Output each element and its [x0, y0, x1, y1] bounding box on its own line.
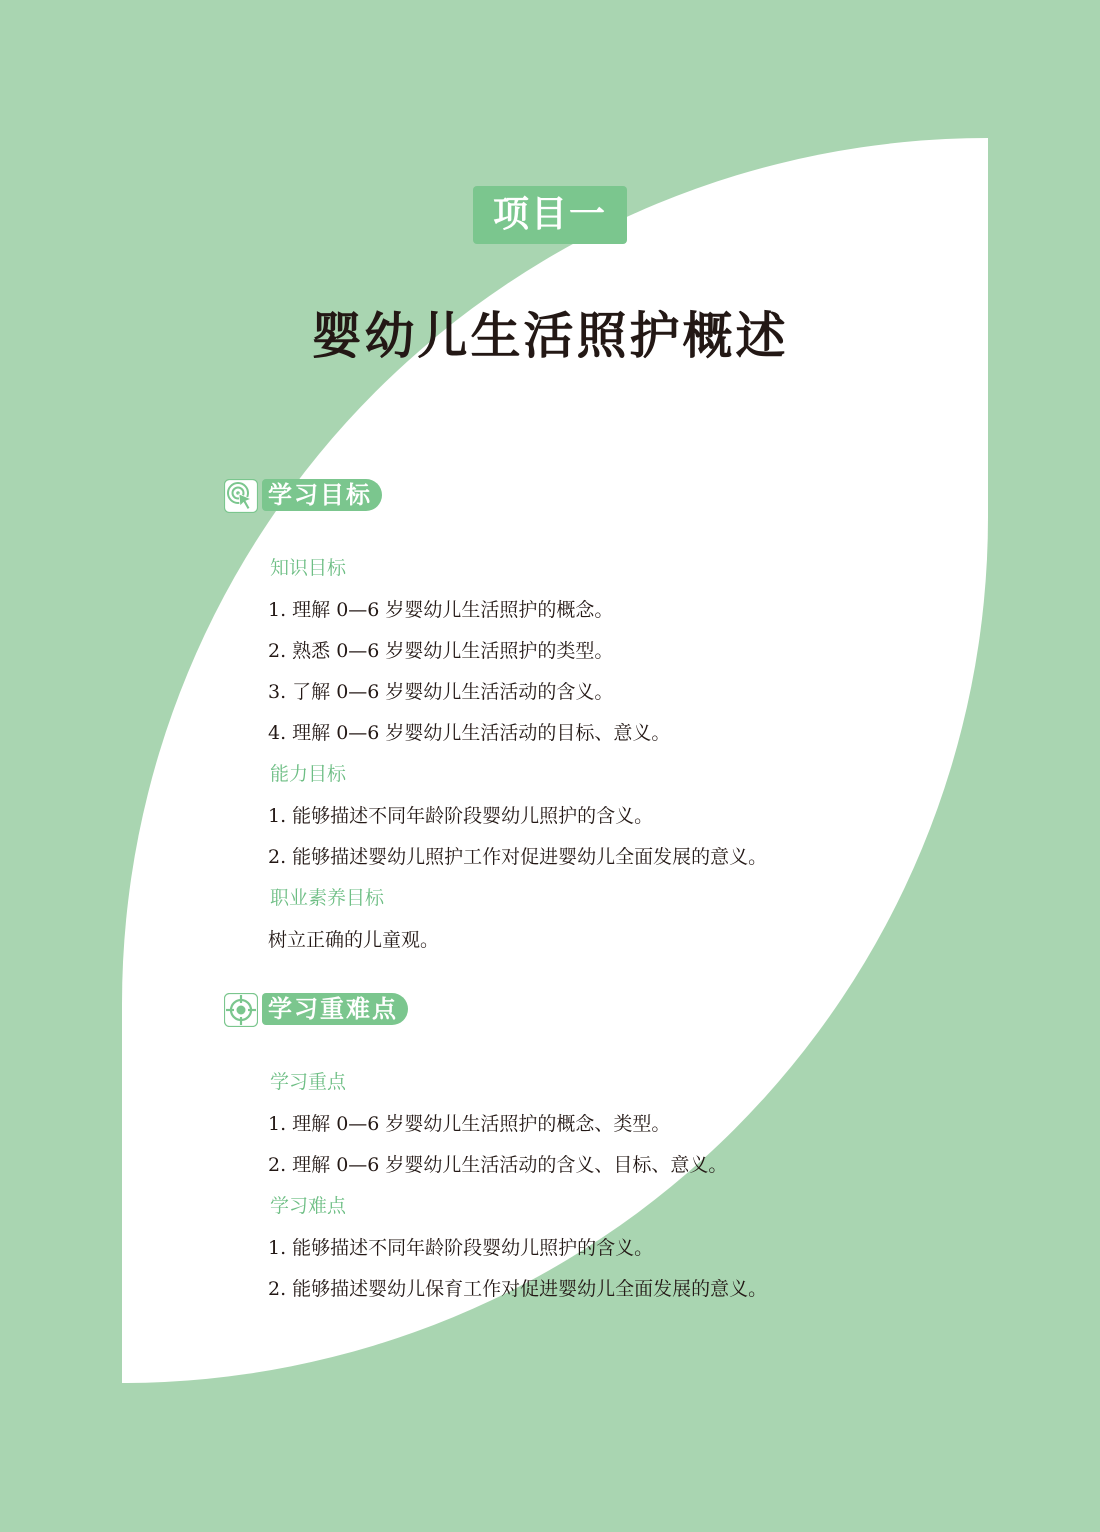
list-item: 2. 熟悉 0—6 岁婴幼儿生活照护的类型。	[268, 640, 614, 662]
list-item: 2. 理解 0—6 岁婴幼儿生活活动的含义、目标、意义。	[268, 1154, 728, 1176]
list-item: 1. 理解 0—6 岁婴幼儿生活照护的概念、类型。	[268, 1113, 671, 1135]
list-item: 1. 能够描述不同年龄阶段婴幼儿照护的含义。	[268, 1237, 654, 1259]
list-item: 1. 能够描述不同年龄阶段婴幼儿照护的含义。	[268, 805, 654, 827]
project-badge: 项目一	[473, 186, 627, 244]
page-title: 婴幼儿生活照护概述	[311, 306, 789, 365]
subtitle-knowledge: 知识目标	[270, 557, 347, 579]
crosshair-icon	[224, 993, 258, 1027]
subtitle-professional: 职业素养目标	[270, 887, 385, 909]
list-item: 树立正确的儿童观。	[268, 929, 440, 951]
list-item: 2. 能够描述婴幼儿保育工作对促进婴幼儿全面发展的意义。	[268, 1278, 768, 1300]
list-item: 1. 理解 0—6 岁婴幼儿生活照护的概念。	[268, 599, 614, 621]
objectives-title: 学习目标	[262, 479, 382, 511]
key-points-title: 学习重难点	[262, 993, 408, 1025]
subtitle-difficulties: 学习难点	[270, 1195, 347, 1217]
subtitle-key-points: 学习重点	[270, 1071, 347, 1093]
pointer-target-icon	[224, 479, 258, 513]
list-item: 3. 了解 0—6 岁婴幼儿生活活动的含义。	[268, 681, 614, 703]
subtitle-ability: 能力目标	[270, 763, 347, 785]
list-item: 4. 理解 0—6 岁婴幼儿生活活动的目标、意义。	[268, 722, 671, 744]
list-item: 2. 能够描述婴幼儿照护工作对促进婴幼儿全面发展的意义。	[268, 846, 768, 868]
